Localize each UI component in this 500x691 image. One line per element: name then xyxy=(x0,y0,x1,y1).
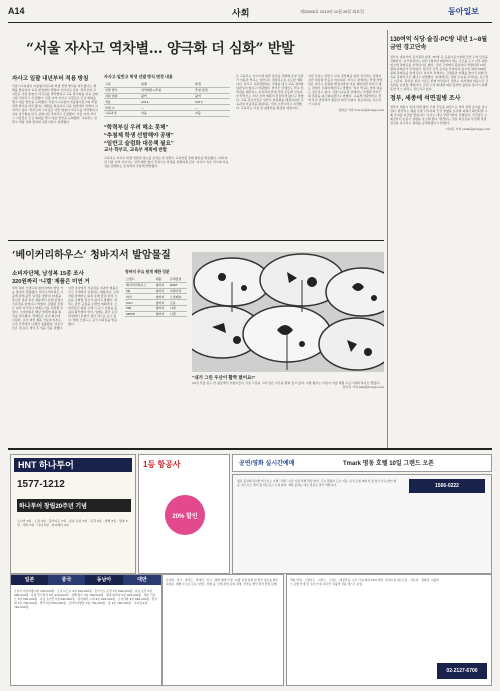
body-text: 정부가 내년부터 음식점과 술집, PC방 등 공중이용시설의 금연 구역 단속을 강화한다. 보건복지부는 내년 1월부터 8월까지 계도 기간을 두고 이후 위반 업소에 과태료를 부과하기로 했다. 금연 구역에서 흡연하다 적발되면 10만 원의 과태료가 부과된다. 업주가 금연 표지를 부착하지 않으면 최대 500만 원의 과태료를 물게 된다. 복지부 관계자는 간접흡연 피해를 줄이기 위해 단속을 강화하기로 했다고 설명했다. 업계에서는 영업 손실을 우려하는 목소리도 나온다. 흡연실 설치 기준도 함께 마련된다. 정부는 지자체와 합동으로 단속반을 운영할 계획이다. 금연 구역 확대에 따른 흡연자 불편을 줄이기 위해 흡연 부스 설치도 검토하고 있다. xyxy=(390,55,489,91)
side-byline: 이지은 기자 smile@donga.com xyxy=(445,127,490,131)
table-row: 선발 방식 성적제한+추첨 추첨·면접 xyxy=(104,87,230,93)
quote-4: 교사·학부모, 교육부 계획에 반발 xyxy=(104,146,168,152)
tab-japan[interactable]: 일본 xyxy=(11,575,48,585)
jeans-table-title: 청바지 주요 원재 제한 성분 xyxy=(125,270,170,274)
body-text: 교육부는 자사고 학생 선발권 축소를 골자로 한 일반고 교육역량 강화 방안을 발표했다. 이에 따라 서울 지역 자사고는 성적 제한 없이 추첨으로 학생을 선발하게 된다. 자사고 측은 학교의 자율성을 침해하는 조치라며 강하게 반발했다. xyxy=(104,155,229,168)
table-row: 베이커리하우스 청바지 DMF xyxy=(125,282,187,288)
main-story-lead: 자사고 일괄 내년부터 적용 방침 xyxy=(12,76,89,82)
table-row: TBJ 청바지 니켈 xyxy=(125,305,187,311)
body-text: 오사카 자유여행 3일 399,000원 · 도쿄 디즈니 4일 599,000원 · 홋카이도 온천 5일 899,000원 · 큐슈 료칸 3일 499,000원 · 북경 만리장성 4일 459,000원 · 상해 항주 3일 399,000원 · 방콕 파타야 5일 599,000원 · 세부 리조트 5일 699,000원 · 다낭 호이안 5일 649,000원 · 타이베이 시내 4일 499,000원 · 오키나와 4일 699,000원 · 장가계 5일 799,000원 · 발리 5일 899,000원 · 코타키나발루 5일 759,000원 · 괌 4일 799,000원 · 사이판 4일 749,000원 xyxy=(14,589,158,609)
photo-caption: “내가 그린 우산이 활짝 폈어요!” xyxy=(192,375,256,380)
body-text: 이번 조사에서 기준치를 초과한 제품은 모두 국내에서 유통되는 제품이다. 소비자원 관계자는 의류 유해 물질 관리 기준을 강화할 필요가 있다고 말했다. 정부는 관련 규정을 보완할 계획이다. 소비자들은 제품 구매 시 표시 사항을 꼼꼼히 확인해야 한다. 업계는 원단 공급 과정에서 문제가 생긴 것으로 보고 있다. 해당 브랜드는 공식 사과문을 발표했다. xyxy=(68,286,120,326)
quote-1: “학력부실 우려 해소 못해” xyxy=(104,124,169,131)
quote-2: “추첨제 학생 선발해야 공평” xyxy=(104,132,174,139)
issue-date: 제22695호 2013년 11월 26일 화요일 xyxy=(300,9,364,14)
tab-southeast-asia[interactable]: 동남아 xyxy=(85,575,123,585)
table-row: 학생 수 — — xyxy=(104,105,230,111)
tmark-title: Tmark 명동 호텔 10일 그랜드 오픈 xyxy=(343,461,434,467)
umbrella-photo xyxy=(192,252,384,372)
side-rule xyxy=(390,30,490,31)
table-row: MIRR 청바지 니켈 xyxy=(125,311,187,317)
side-headline-2: 정부, 세종에 석면질병 조사 xyxy=(390,96,461,102)
body-text: 객실 안내 · 스탠다드 · 디럭스 · 스위트 · 패밀리룸. 오픈 기념 최대 50% 할인. 부대시설 레스토랑 · 라운지 · 연회장. 셔틀버스 운행 안내 및 주차 안내. 외국인 관광객 전용 데스크 운영. xyxy=(290,578,440,586)
center-bottom-ad xyxy=(162,574,284,686)
promo-badge-text: 20% 할인 xyxy=(172,514,198,520)
body-text: 오사카 3일 · 도쿄 4일 · 홋카이도 5일 · 큐슈 온천 3일 · 북경 4일 · 상해 3일 · 방콕 5일 · 세부 5일 · 다낭 5일 · 타이베이 4일 xyxy=(17,519,128,527)
tab-china[interactable]: 중국 xyxy=(48,575,85,585)
photo-caption-block xyxy=(192,375,384,389)
tmark-contact: 1566-0222 xyxy=(409,479,485,493)
bakery-sub-1: 소비자단체, 남성복 15종 조사 xyxy=(12,271,84,277)
tmark-phone: 02-2127-6700 xyxy=(437,663,487,679)
section-rule xyxy=(8,240,384,241)
hanatour-table-ad xyxy=(10,574,162,686)
hanatour-ad xyxy=(10,454,136,574)
photo-credit: 김미옥 기자 salt@donga.com xyxy=(342,385,384,389)
body-text: 또 교육부는 자사고에 대한 평가를 강화해 운영 성과가 미흡한 학교는 일반고로 전환하도록 유도할 계획이다. 자사고 교장연합회는 성명을 내고 교육 정책의 일관성이 없다고 비판했다. 학부모 단체들도 학교 선택권을 제한하는 조치라며 반대 서명 운동에 나섰다. 한 학부모는 자녀 진학 계획이 흔들리게 됐다고 말했다. 교육 전문가들은 일반고 슬럼화를 해결하려면 교육과정 자율권을 확대하는 것이 우선이라고 지적했다. 교육부는 다음 달 최종안을 확정할 예정이다. xyxy=(236,74,304,110)
hanatour-package-list xyxy=(17,519,129,565)
side-story xyxy=(390,36,490,131)
jeans-table xyxy=(125,270,187,317)
table-row: 브랜드 제품 유해물질 xyxy=(125,277,187,282)
table-row: 교육과정 자율 자율 xyxy=(104,110,230,116)
jeans-table-grid xyxy=(125,277,187,317)
table-row: 지원 범위 광역 광역 xyxy=(104,93,230,99)
body-text: 이번 조치는 일반고 교육 정상화를 위한 것이라는 설명이지만 현장의 반응은 싸늘하다. 자사고 관계자는 학생 선발권은 자사고 운영의 핵심이라며 이를 제한하면 자사고 제도 자체가 무의미해진다고 말했다. 일부 학교는 법적 대응도 검토하고 있다. 서울시교육청 관계자는 학생과 학부모의 혼란을 최소화하겠다고 밝혔다. 교육계 안팎에서는 정책 추진 과정에서 충분한 의견 수렴이 필요하다는 목소리가 나온다. 김희균 기자 foryou@donga.com xyxy=(308,74,384,112)
tmark-ad-body xyxy=(232,474,492,574)
body-text: 정부가 세종시 일대 석면 광산 주변 주민을 대상으로 석면 질병 조사를 실시한다. 환경부는 폐광 주변 거주자의 건강 영향을 조사해 피해가 확인되면 구제 급여를 지급할 방침이다. 조사는 내년 상반기까지 진행된다. 주민들은 오래전부터 호흡기 질환을 호소해 왔다. 환경부는 전문 의료진을 투입해 정밀 검진을 실시하고 결과를 공개하겠다고 밝혔다. xyxy=(390,105,488,125)
center-ad xyxy=(138,454,230,574)
body-text: 뮤지컬 · 연극 · 콘서트 · 클래식 · 전시 · 영화 예매 안내. 12월 공연 일정 및 할인 정보를 확인하세요. 예매 수수료 무료 이벤트 진행 중. 단체 관람 문의 환영. 선착순 할인 좌석 한정 판매. xyxy=(166,578,279,586)
table-row: 구분 현행 변경 xyxy=(104,82,230,87)
hanatour-phone: 1577-1212 xyxy=(17,479,65,490)
table-row: 바이 청바지 노닐페놀 xyxy=(125,294,187,300)
policy-table-grid xyxy=(104,82,230,117)
section-title: 사회 xyxy=(232,8,250,18)
bakery-headline: ‘베이커리하우스’ 청바지서 발암물질 xyxy=(12,250,171,261)
policy-table-title: 자사고·일반고 학생 선발 방식 변경 내용 xyxy=(104,74,173,79)
header-rule xyxy=(8,22,492,23)
tmark-banner xyxy=(232,454,492,472)
bakery-sub-2: 320원짜리 ‘니켈’ 제품은 미연 거 xyxy=(12,279,90,285)
right-bottom-ad xyxy=(286,574,492,686)
main-byline: 김희균 기자 foryou@donga.com xyxy=(338,108,384,112)
table-row: GSC 청바지 포름 xyxy=(125,300,187,306)
umbrella-illustration xyxy=(192,252,384,372)
body-text: 명동 중심에 위치한 비즈니스 호텔 그랜드 오픈 기념 특별 객실 할인. 주요 관광지 도보 이동. 조식 포함 패키지 및 장기 투숙 할인 제공. 비즈니스 센터 및 피트니스 시설 완비. 예약 문의는 대표 번호로 연락 바랍니다. xyxy=(237,479,397,487)
tab-taiwan[interactable]: 대만 xyxy=(123,575,161,585)
hanatour-tagline: 하나투어 창립20주년 기념 xyxy=(17,499,131,512)
hanatour-logo: HNT 하나투어 xyxy=(14,458,132,472)
page-number: A14 xyxy=(8,6,25,16)
quote-3: “일반고 슬럼화 대응책 필요” xyxy=(104,140,174,147)
ads-rule xyxy=(8,448,492,450)
side-headline: 130여억 식당·술집·PC방 내년 1∼8월 금연 경고단속 xyxy=(390,37,488,51)
main-headline: “서울 자사고 역차별… 양극화 더 심화” 반발 xyxy=(26,41,295,57)
table-row: 적용 2014 2015 xyxy=(104,99,230,105)
photo-caption-text: 25일 서울 중구 한 광장에서 어린이들이 직접 그림을 그려 넣은 우산을 펼쳐 들고 있다. 이날 행사는 어린이 미술 체험 프로그램의 하나로 열렸다. xyxy=(192,381,381,385)
main-story-left-col xyxy=(12,74,98,124)
tmark-sub: 공연/영화 실시간예매 xyxy=(239,461,295,467)
column-divider xyxy=(387,30,388,448)
center-ad-title: 1등 항공사 xyxy=(143,460,181,469)
body-text: 일부 의류 브랜드의 청바지에서 발암 가능 물질이 검출됐다. 한국소비자원은 시중에 판매 중인 남성용 청바지 15종을 조사한 결과 일부 제품에서 유해 물질이 기준치를 넘었다고 밝혔다. 검출된 물질은 피부 자극이나 알레르기를 유발할 수 있다. 소비자원은 해당 업체에 제품 회수를 권고했다. 업체들은 자진 회수에 나섰다. 조사 대상 제품 가운데 일부는 금속 단추에서 니켈이 검출됐다. 전문가들은 새 옷은 세탁 후 입을 것을 권했다. xyxy=(12,286,64,330)
table-row: MJ 청바지 아릴아민 xyxy=(125,288,187,294)
policy-table xyxy=(104,74,230,168)
body-text: 서울시교육청이 자율형사립고의 학생 선발 방식을 바꾸겠다는 계획을 발표하자 교육 현장에서 반발이 이어지고 있다. 학부모와 교사들은 이번 방침이 자사고를 역차별하고 교육 양극화를 더욱 심화시킬 것이라고 주장했다. 서울 지역 자사고 교장들은 긴급 회의를 열고 대응 방안을 논의했다. 서울시교육청이 자율형사립고의 학생 선발 방식을 바꾸겠다는 계획을 발표하자 교육 현장에서 반발이 이어지고 있다. 학부모와 교사들은 이번 방침이 자사고를 역차별하고 교육 양극화를 더욱 심화시킬 것이라고 주장했다. 서울 지역 자사고 교장들은 긴급 회의를 열고 대응 방안을 논의했다. 교육부는 일반고 역량 강화 방안의 일환이라고 설명했다. xyxy=(12,84,98,124)
newspaper-brand: 동아일보 xyxy=(448,7,479,16)
